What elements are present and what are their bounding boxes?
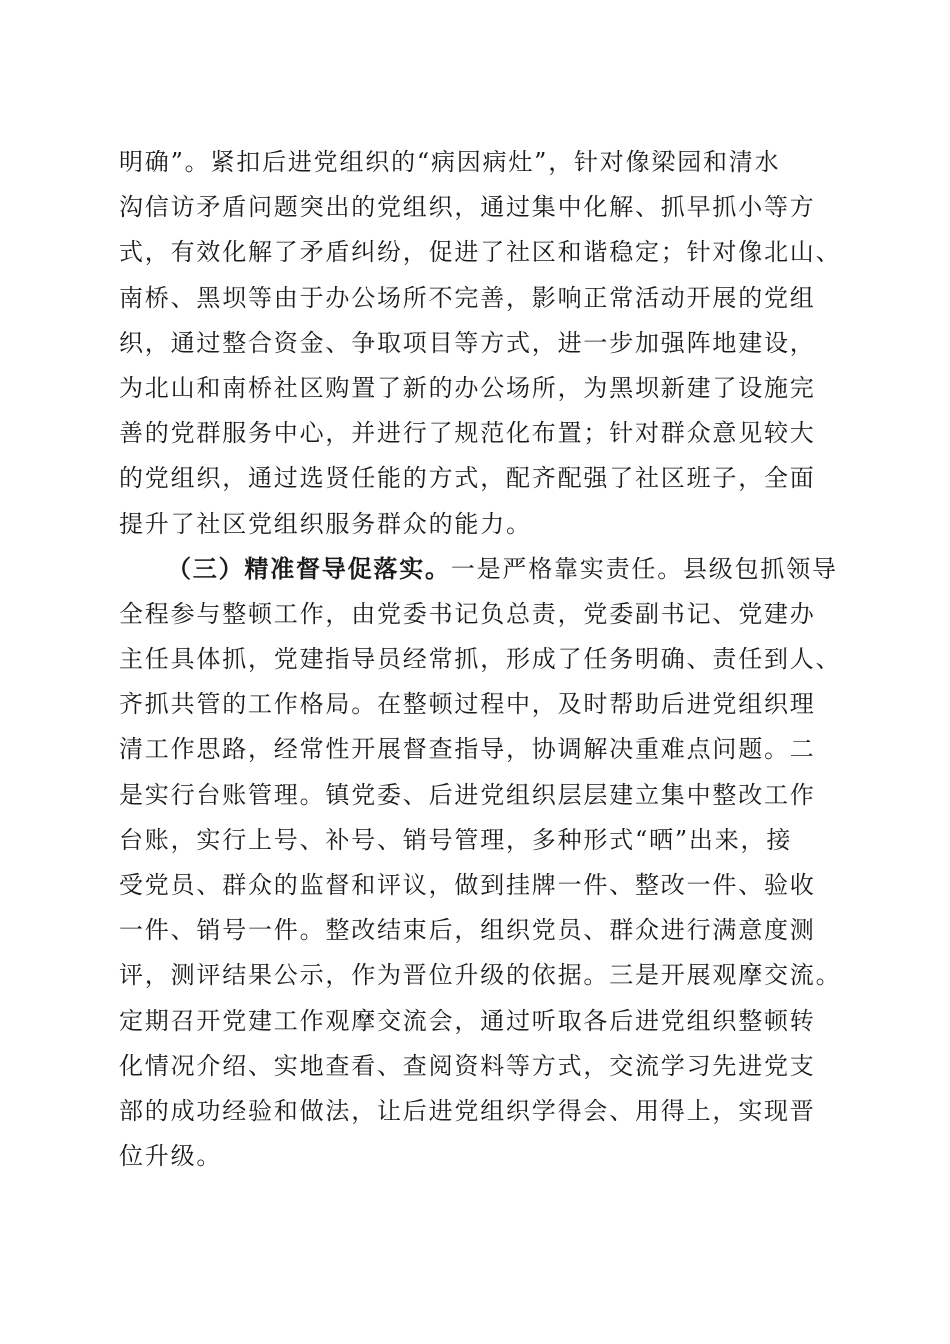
paragraph-line: 清工作思路，经常性开展督查指导，协调解决重难点问题。二 [119, 735, 816, 764]
paragraph-line: 台账，实行上号、补号、销号管理，多种形式“晒”出来，接 [119, 825, 793, 854]
paragraph-line: 沟信访矛盾问题突出的党组织，通过集中化解、抓早抓小等方 [119, 193, 816, 222]
paragraph-line: 受党员、群众的监督和评议，做到挂牌一件、整改一件、验收 [119, 871, 816, 899]
paragraph-line: 式，有效化解了矛盾纠纷，促进了社区和谐稳定；针对像北山、 [119, 238, 842, 267]
section-first-line [119, 547, 839, 592]
paragraph-line: 提升了社区党组织服务群众的能力。 [119, 509, 532, 538]
paragraph-line: 织，通过整合资金、争取项目等方式，进一步加强阵地建设， [119, 328, 816, 357]
paragraph-line: 明确”。紧扣后进党组织的“病因病灶”，针对像梁园和清水 [119, 148, 781, 176]
paragraph-line: 定期召开党建工作观摩交流会，通过听取各后进党组织整顿转 [119, 1006, 816, 1035]
paragraph-line: 主任具体抓，党建指导员经常抓，形成了任务明确、责任到人、 [119, 645, 842, 674]
paragraph-line: 化情况介绍、实地查看、查阅资料等方式，交流学习先进党支 [119, 1051, 816, 1080]
body-text [119, 140, 842, 1179]
paragraph-line: 南桥、黑坝等由于办公场所不完善，影响正常活动开展的党组 [119, 283, 816, 312]
section-heading: （三）精准督导促落实。 [167, 554, 451, 583]
section-first-line-text: 一是严格靠实责任。县级包抓领导 [450, 554, 838, 583]
paragraph-line: 齐抓共管的工作格局。在整顿过程中，及时帮助后进党组织理 [119, 690, 816, 719]
paragraph-line: 位升级。 [119, 1142, 223, 1171]
paragraph-line: 是实行台账管理。镇党委、后进党组织层层建立集中整改工作 [119, 780, 816, 809]
paragraph-line: 一件、销号一件。整改结束后，组织党员、群众进行满意度测 [119, 916, 816, 945]
paragraph-line: 评，测评结果公示，作为晋位升级的依据。三是开展观摩交流。 [119, 961, 842, 990]
paragraph-line: 善的党群服务中心，并进行了规范化布置；针对群众意见较大 [119, 419, 816, 448]
paragraph-line: 为北山和南桥社区购置了新的办公场所，为黑坝新建了设施完 [119, 373, 816, 402]
paragraph-line: 部的成功经验和做法，让后进党组织学得会、用得上，实现晋 [119, 1096, 816, 1125]
paragraph-line: 的党组织，通过选贤任能的方式，配齐配强了社区班子，全面 [119, 464, 816, 493]
paragraph-line: 全程参与整顿工作，由党委书记负总责，党委副书记、党建办 [119, 599, 816, 628]
